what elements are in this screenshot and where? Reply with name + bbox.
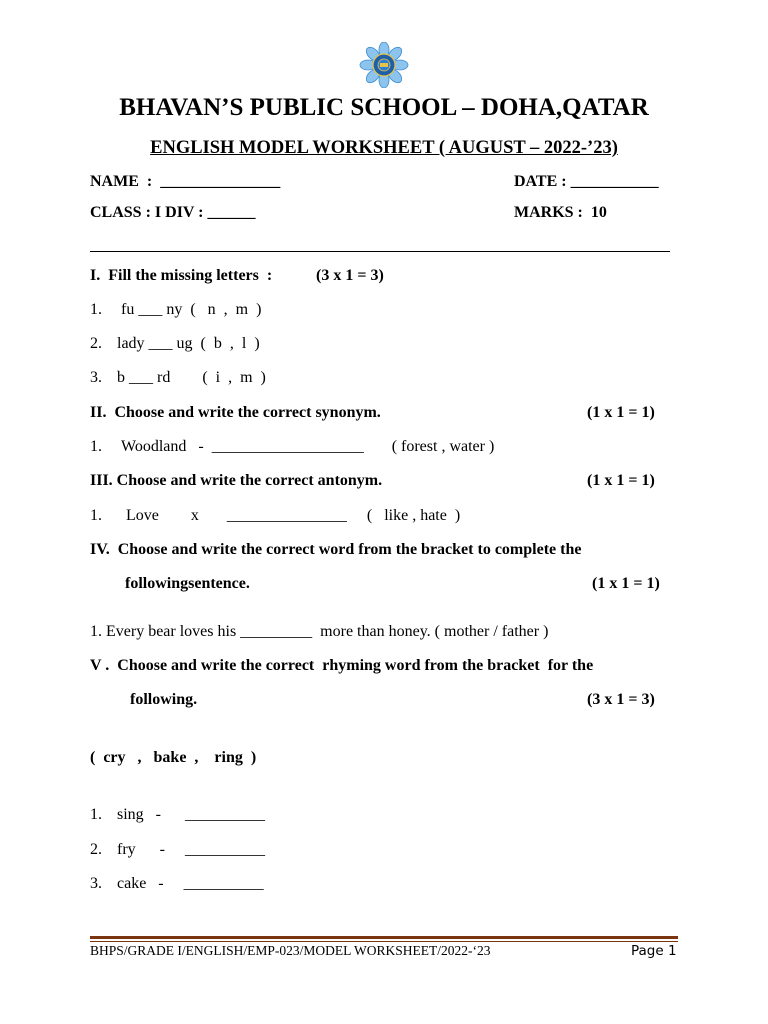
section1-heading: I. Fill the missing letters :	[90, 267, 273, 284]
section5-item-num: 1.	[90, 806, 102, 823]
footer-document-code: BHPS/GRADE I/ENGLISH/EMP-023/MODEL WORKSHEET/2022-‘23	[90, 943, 491, 958]
section1-marks: (3 x 1 = 3)	[316, 267, 384, 284]
section2-marks: (1 x 1 = 1)	[587, 404, 655, 421]
section1-item-num: 1.	[90, 301, 102, 318]
page-number: Page 1	[631, 943, 677, 959]
section5-heading: V . Choose and write the correct rhyming word from the bracket for the	[90, 657, 594, 674]
section5-item-num: 3.	[90, 875, 102, 892]
section1-item-text: fu ___ ny ( n , m )	[121, 301, 262, 318]
section2-heading: II. Choose and write the correct synonym.	[90, 404, 381, 421]
section3-item-num: 1.	[90, 507, 102, 524]
worksheet-title: ENGLISH MODEL WORKSHEET ( AUGUST – 2022-’23)	[150, 138, 618, 158]
section4-item-text: 1. Every bear loves his _________ more than honey. ( mother / father )	[90, 623, 549, 640]
section5-item-text: cake - __________	[117, 875, 264, 892]
section4-marks: (1 x 1 = 1)	[592, 575, 660, 592]
section3-heading: III. Choose and write the correct antonym.	[90, 472, 383, 489]
section5-item-text: fry - __________	[117, 841, 265, 858]
section1-item-text: b ___ rd ( i , m )	[117, 369, 266, 386]
marks-label: MARKS : 10	[514, 204, 607, 221]
footer-divider-thin	[90, 941, 678, 942]
date-field-label: DATE : ___________	[514, 173, 659, 190]
name-field-label: NAME : _______________	[90, 173, 281, 190]
section1-item-num: 3.	[90, 369, 102, 386]
school-name: BHAVAN’S PUBLIC SCHOOL – DOHA,QATAR	[119, 94, 649, 121]
section5-heading-cont: following.	[130, 691, 198, 708]
footer-divider	[90, 936, 678, 939]
school-logo-icon	[357, 42, 411, 88]
section5-options: ( cry , bake , ring )	[90, 749, 257, 766]
section3-marks: (1 x 1 = 1)	[587, 472, 655, 489]
section1-item-num: 2.	[90, 335, 102, 352]
class-field-label: CLASS : I DIV : ______	[90, 204, 256, 221]
section5-item-num: 2.	[90, 841, 102, 858]
section2-item-text: Woodland - ___________________ ( forest , water )	[121, 438, 495, 455]
section5-item-text: sing - __________	[117, 806, 265, 823]
section1-item-text: lady ___ ug ( b , l )	[117, 335, 260, 352]
header-divider	[90, 251, 670, 252]
section5-marks: (3 x 1 = 3)	[587, 691, 655, 708]
section4-heading-cont: followingsentence.	[125, 575, 250, 592]
section2-item-num: 1.	[90, 438, 102, 455]
section4-heading: IV. Choose and write the correct word from the bracket to complete the	[90, 541, 582, 558]
section3-item-text: Love x _______________ ( like , hate )	[126, 507, 461, 524]
